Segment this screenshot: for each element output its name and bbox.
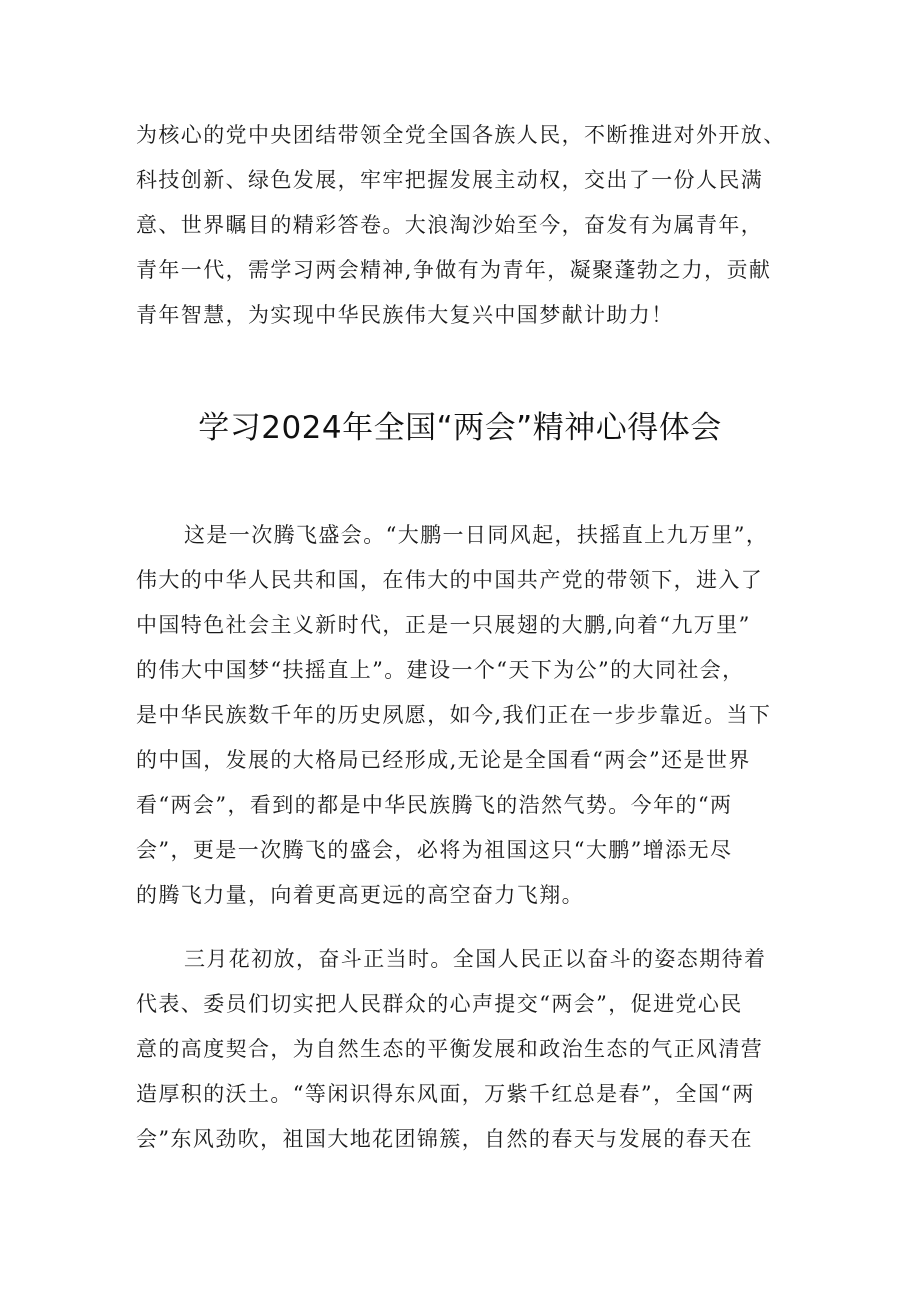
paragraph-1 (136, 513, 796, 918)
text-line: 科技创新、绿色发展，牢牢把握发展主动权，交出了一份人民满 (136, 168, 764, 192)
text-line: 的伟大中国梦“扶摇直上”。建设一个“天下为公”的大同社会， (136, 658, 745, 682)
text-line: 造厚积的沃土。“等闲识得东风面，万紫千红总是春”，全国“两 (136, 1082, 755, 1106)
article-title: 学习2024年全国“两会”精神心得体会 (198, 410, 722, 446)
text-line: 意、世界瞩目的精彩答卷。大浪淘沙始至今，奋发有为属青年， (136, 213, 764, 237)
text-line: 是中华民族数千年的历史夙愿，如今,我们正在一步步靠近。当下 (136, 703, 772, 727)
text-line: 为核心的党中央团结带领全党全国各族人民，不断推进对外开放、 (136, 123, 786, 147)
text-line: 的腾飞力量，向着更高更远的高空奋力飞翔。 (136, 883, 584, 907)
text-line: 三月花初放，奋斗正当时。全国人民正以奋斗的姿态期待着 (184, 947, 767, 971)
text-line: 的中国，发展的大格局已经形成,无论是全国看“两会”还是世界 (136, 748, 751, 772)
text-line: 青年智慧，为实现中华民族伟大复兴中国梦献计助力！ (136, 303, 674, 327)
text-line: 代表、委员们切实把人民群众的心声提交“两会”，促进党心民 (136, 992, 743, 1016)
text-line: 会”，更是一次腾飞的盛会，必将为祖国这只“大鹏”增添无尽 (136, 838, 733, 862)
text-line: 中国特色社会主义新时代，正是一只展翅的大鹏,向着“九万里” (136, 613, 751, 637)
text-line: 看“两会”，看到的都是中华民族腾飞的浩然气势。今年的“两 (136, 793, 733, 817)
text-line: 青年一代，需学习两会精神,争做有为青年，凝聚蓬勃之力，贡献 (136, 258, 772, 282)
text-line: 会”东风劲吹，祖国大地花团锦簇，自然的春天与发展的春天在 (136, 1127, 753, 1151)
text-line: 意的高度契合，为自然生态的平衡发展和政治生态的气正风清营 (136, 1037, 764, 1061)
text-line: 这是一次腾飞盛会。“大鹏一日同风起，扶摇直上九万里”， (184, 523, 769, 547)
paragraph-2 (136, 937, 796, 1162)
text-line: 伟大的中华人民共和国，在伟大的中国共产党的带领下，进入了 (136, 568, 764, 592)
continuation-paragraph (136, 113, 796, 338)
